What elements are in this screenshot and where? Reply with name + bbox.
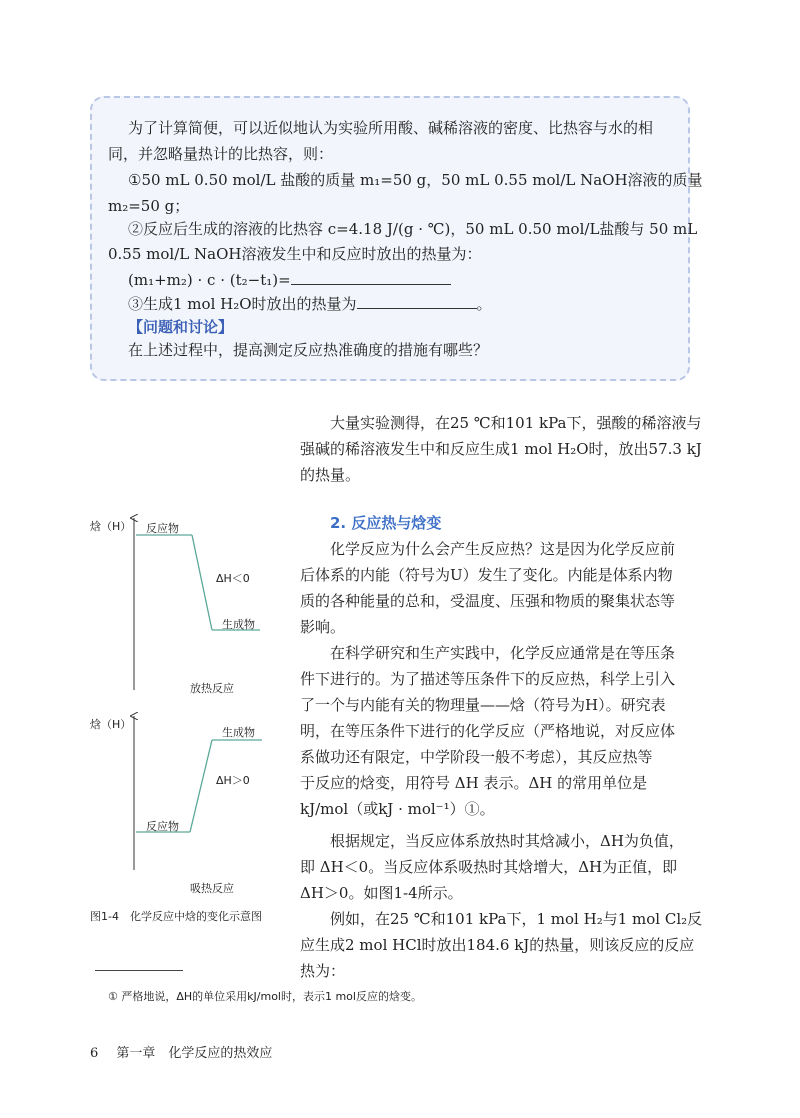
section-title: 2. 反应热与焓变 [330, 514, 442, 532]
box-line-6: 0.55 mol/L NaOH溶液发生中和反应时放出的热量为： [108, 245, 482, 263]
top-product-label: 生成物 [222, 618, 255, 631]
box-line-1: 为了计算简便，可以近似地认为实验所用酸、碱稀溶液的密度、比热容与水的相 [128, 119, 654, 137]
p3-line-3: 了一个与内能有关的物理量——焓（符号为H）。研究表 [300, 696, 666, 714]
p5-line-2: 应生成2 mol HCl时放出184.6 kJ的热量，则该反应的反应 [300, 936, 695, 954]
p3-line-6: 于反应的焓变，用符号 ΔH 表示。ΔH 的常用单位是 [300, 774, 648, 792]
top-caption: 放热反应 [190, 682, 234, 695]
exothermic-diagram [134, 518, 260, 690]
formula-text: (m₁+m₂) · c · (t₂−t₁)= [128, 271, 291, 289]
p2-line-4: 影响。 [300, 618, 346, 636]
p3-line-1: 在科学研究和生产实践中，化学反应通常是在等压条 [330, 644, 676, 662]
question-text: 在上述过程中，提高测定反应热准确度的措施有哪些？ [128, 341, 489, 359]
bottom-delta-label: ΔH＞0 [216, 774, 250, 787]
period: 。 [476, 295, 492, 313]
p2-line-3: 质的各种能量的总和，受温度、压强和物质的聚集状态等 [300, 592, 676, 610]
p3-line-5: 系做功还有限定，中学阶段一般不考虑），其反应热等 [300, 748, 653, 766]
p3-line-2: 件下进行的。为了描述等压条件下的反应热，科学上引入 [300, 670, 676, 688]
p4-line-3: ΔH＞0。如图1-4所示。 [300, 884, 463, 902]
p4-line-1: 根据规定，当反应体系放热时其焓减小，ΔH为负值， [330, 832, 684, 850]
footnote: ① 严格地说，ΔH的单位采用kJ/mol时，表示1 mol反应的焓变。 [108, 990, 422, 1003]
page-number: 6 [90, 1046, 99, 1061]
p4-line-2: 即 ΔH＜0。当反应体系吸热时其焓增大，ΔH为正值，即 [300, 858, 678, 876]
p5-line-1: 例如，在25 ℃和101 kPa下，1 mol H₂与1 mol Cl₂反 [330, 910, 703, 928]
chapter-title: 第一章 化学反应的热效应 [116, 1046, 273, 1061]
box-line-4: m₂=50 g； [108, 197, 190, 215]
question-heading: 【问题和讨论】 [128, 318, 234, 336]
footnote-rule [95, 970, 183, 971]
box-line-5: ②反应后生成的溶液的比热容 c=4.18 J/(g · ℃)，50 mL 0.50 mol/L盐酸与 50 mL [128, 220, 698, 238]
p3-line-4: 明，在等压条件下进行的化学反应（严格地说，对反应体 [300, 722, 676, 740]
p3-line-7: kJ/mol（或kJ · mol⁻¹）①。 [300, 800, 495, 818]
bottom-caption: 吸热反应 [190, 882, 234, 895]
p1-line-3: 的热量。 [300, 466, 361, 484]
top-transition [192, 535, 212, 630]
heat-text: ③生成1 mol H₂O时放出的热量为 [128, 295, 357, 313]
p5-line-3: 热为： [300, 962, 346, 980]
figure-caption: 图1-4 化学反应中焓的变化示意图 [90, 910, 262, 923]
bottom-product-label: 生成物 [222, 726, 255, 739]
p1-line-2: 强碱的稀溶液发生中和反应生成1 mol H₂O时，放出57.3 kJ [300, 440, 702, 458]
page-footer [90, 1042, 272, 1061]
bottom-transition [190, 740, 212, 832]
bottom-reactant-label: 反应物 [146, 820, 179, 833]
top-delta-label: ΔH＜0 [216, 572, 250, 585]
box-line-3: ①50 mL 0.50 mol/L 盐酸的质量 m₁=50 g，50 mL 0.55 mol/L NaOH溶液的质量 [128, 171, 703, 189]
p2-line-1: 化学反应为什么会产生反应热？这是因为化学反应前 [330, 540, 676, 558]
p2-line-2: 后体系的内能（符号为U）发生了变化。内能是体系内物 [300, 566, 673, 584]
p1-line-1: 大量实验测得，在25 ℃和101 kPa下，强酸的稀溶液与 [330, 414, 702, 432]
top-reactant-label: 反应物 [146, 522, 179, 535]
box-line-2: 同，并忽略量热计的比热容，则： [108, 145, 334, 163]
bottom-ylabel: 焓（H） [90, 718, 132, 731]
top-ylabel: 焓（H） [90, 520, 132, 533]
